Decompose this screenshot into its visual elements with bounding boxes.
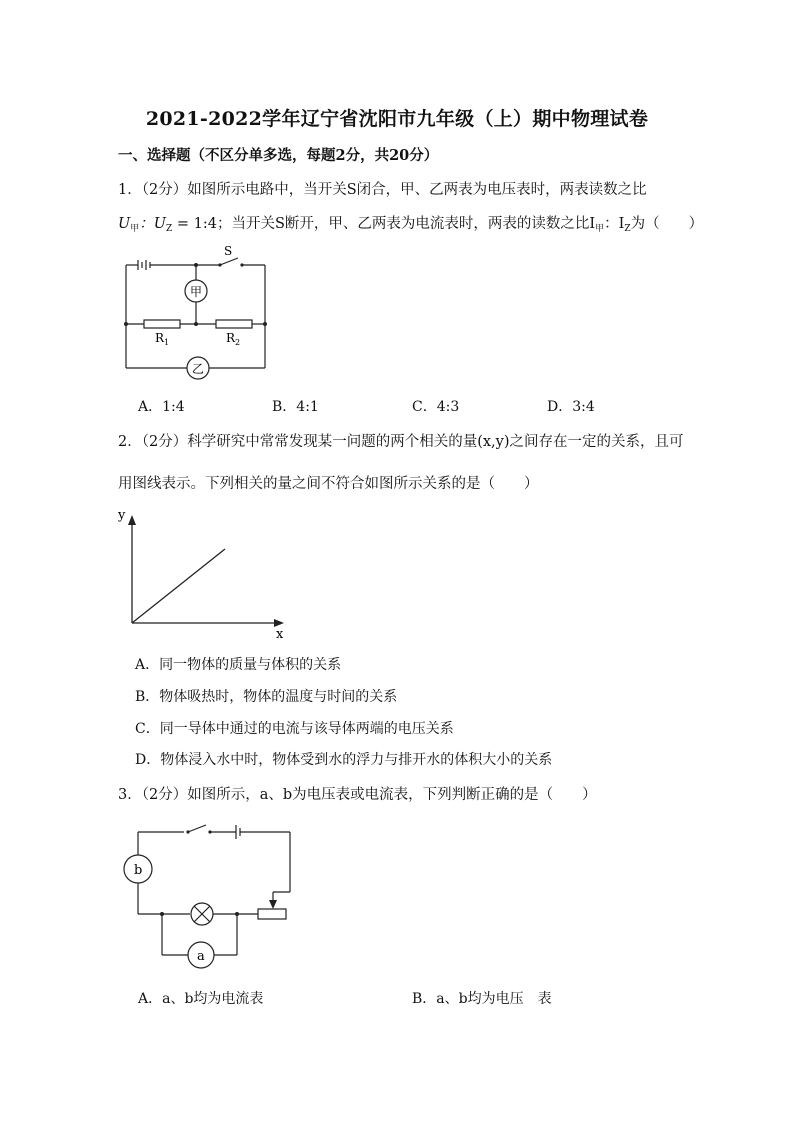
q2-option-d[interactable]: D．物体浸入水中时，物体受到水的浮力与排开水的体积大小的关系 xyxy=(135,752,553,768)
q1-option-d[interactable]: D．3:4 xyxy=(547,399,595,415)
x-axis-label: x xyxy=(276,627,284,640)
q3-circuit-diagram xyxy=(118,820,303,975)
page-title: 2021-2022学年辽宁省沈阳市九年级（上）期中物理试卷 xyxy=(145,108,649,130)
meter-a-label: a xyxy=(197,949,205,964)
q2-stem-line1: 2．（2分）科学研究中常常发现某一问题的两个相关的量(x,y)之间存在一定的关系，且可 xyxy=(118,434,684,450)
y-axis-label: y xyxy=(118,508,126,523)
q2-stem-line2: 用图线表示。下列相关的量之间不符合如图所示关系的是（ ） xyxy=(118,476,539,492)
q1-option-a[interactable]: A．1:4 xyxy=(138,399,185,415)
meter-b-label: b xyxy=(134,863,143,878)
q3-option-b[interactable]: B．a、b均为电压 表 xyxy=(412,991,552,1007)
r1-label: $R_1$ xyxy=(155,331,170,347)
r2-label: $R_2$ xyxy=(226,331,241,347)
q2-linear-graph xyxy=(112,505,292,640)
meter-yi-label: 乙 xyxy=(192,362,205,376)
q2-option-a[interactable]: A．同一物体的质量与体积的关系 xyxy=(135,657,342,673)
meter-jia-label: 甲 xyxy=(190,285,203,299)
q2-option-b[interactable]: B．物体吸热时，物体的温度与时间的关系 xyxy=(135,689,398,705)
q2-option-c[interactable]: C．同一导体中通过的电流与该导体两端的电压关系 xyxy=(135,721,454,737)
q1-option-b[interactable]: B．4:1 xyxy=(272,399,319,415)
q1-stem-line1: 1．（2分）如图所示电路中，当开关S闭合，甲、乙两表为电压表时，两表读数之比 xyxy=(118,182,647,198)
q3-stem: 3．（2分）如图所示，a、b为电压表或电流表，下列判断正确的是（ ） xyxy=(118,787,597,803)
section-heading: 一、选择题（不区分单多选，每题2分，共20分） xyxy=(118,147,439,164)
q1-stem-line2: $U_甲$：$U_Z$ = 1:4；当开关S断开，甲、乙两表为电流表时，两表的读数之比$I_甲$：$I_Z$为（ ） xyxy=(118,216,704,234)
q1-option-c[interactable]: C．4:3 xyxy=(412,399,460,415)
switch-label: S xyxy=(224,244,233,258)
q1-circuit-diagram xyxy=(110,240,280,385)
q3-option-a[interactable]: A．a、b均为电流表 xyxy=(138,991,264,1007)
